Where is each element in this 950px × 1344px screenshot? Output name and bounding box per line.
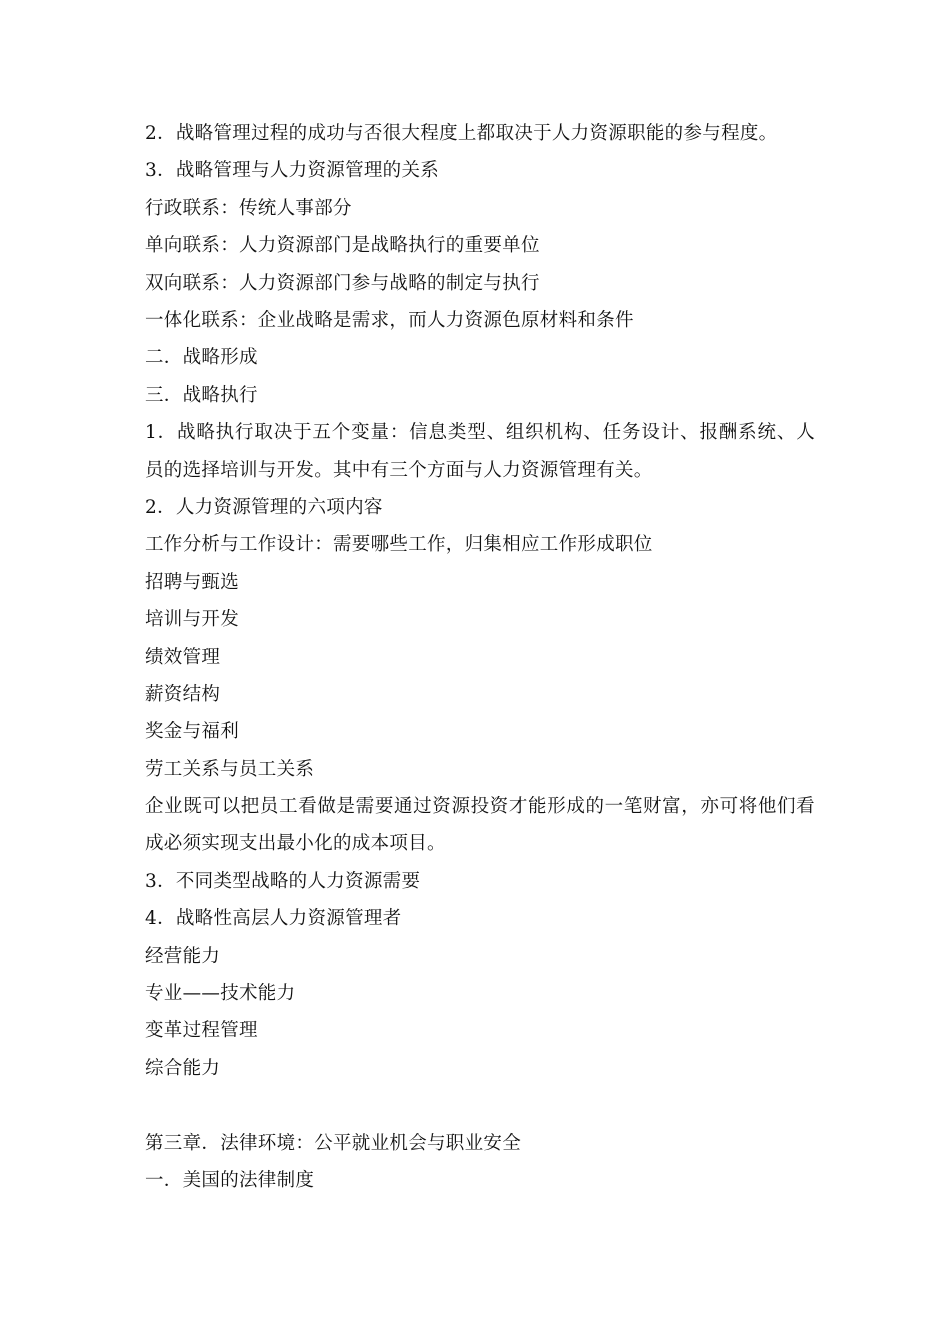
text-paragraph: 1．战略执行取决于五个变量：信息类型、组织机构、任务设计、报酬系统、人员的选择培训与开发。其中有三个方面与人力资源管理有关。	[145, 422, 815, 481]
chapter-heading: 第三章．法律环境：公平就业机会与职业安全	[145, 1132, 522, 1154]
section-heading: 二．战略形成	[145, 347, 258, 369]
list-item: 专业——技术能力	[145, 983, 296, 1005]
text-line: 一体化联系：企业战略是需求，而人力资源色原材料和条件	[145, 309, 634, 331]
section-heading: 3．不同类型战略的人力资源需要	[145, 870, 421, 892]
text-line: 单向联系：人力资源部门是战略执行的重要单位	[145, 235, 540, 257]
list-item: 综合能力	[145, 1057, 221, 1079]
text-line: 行政联系：传统人事部分	[145, 197, 352, 219]
section-heading: 3．战略管理与人力资源管理的关系	[145, 160, 440, 182]
list-item: 变革过程管理	[145, 1020, 258, 1042]
list-item: 培训与开发	[145, 609, 240, 631]
text-line: 双向联系：人力资源部门参与战略的制定与执行	[145, 272, 540, 294]
list-item: 绩效管理	[145, 646, 221, 668]
list-item: 奖金与福利	[145, 721, 240, 743]
section-heading: 三．战略执行	[145, 384, 258, 406]
blank-line	[145, 1087, 815, 1124]
section-heading: 4．战略性高层人力资源管理者	[145, 908, 402, 930]
list-item: 薪资结构	[145, 683, 221, 705]
list-item: 经营能力	[145, 945, 221, 967]
text-line: 2．战略管理过程的成功与否很大程度上都取决于人力资源职能的参与程度。	[145, 123, 778, 144]
text-line: 工作分析与工作设计：需要哪些工作，归集相应工作形成职位	[145, 534, 653, 556]
text-paragraph: 企业既可以把员工看做是需要通过资源投资才能形成的一笔财富，亦可将他们看成必须实现支出最小化的成本项目。	[145, 796, 815, 855]
section-heading: 2．人力资源管理的六项内容	[145, 496, 383, 518]
section-heading: 一．美国的法律制度	[145, 1170, 315, 1191]
list-item: 劳工关系与员工关系	[145, 758, 315, 780]
list-item: 招聘与甄选	[145, 571, 240, 593]
document-body	[145, 115, 815, 1199]
